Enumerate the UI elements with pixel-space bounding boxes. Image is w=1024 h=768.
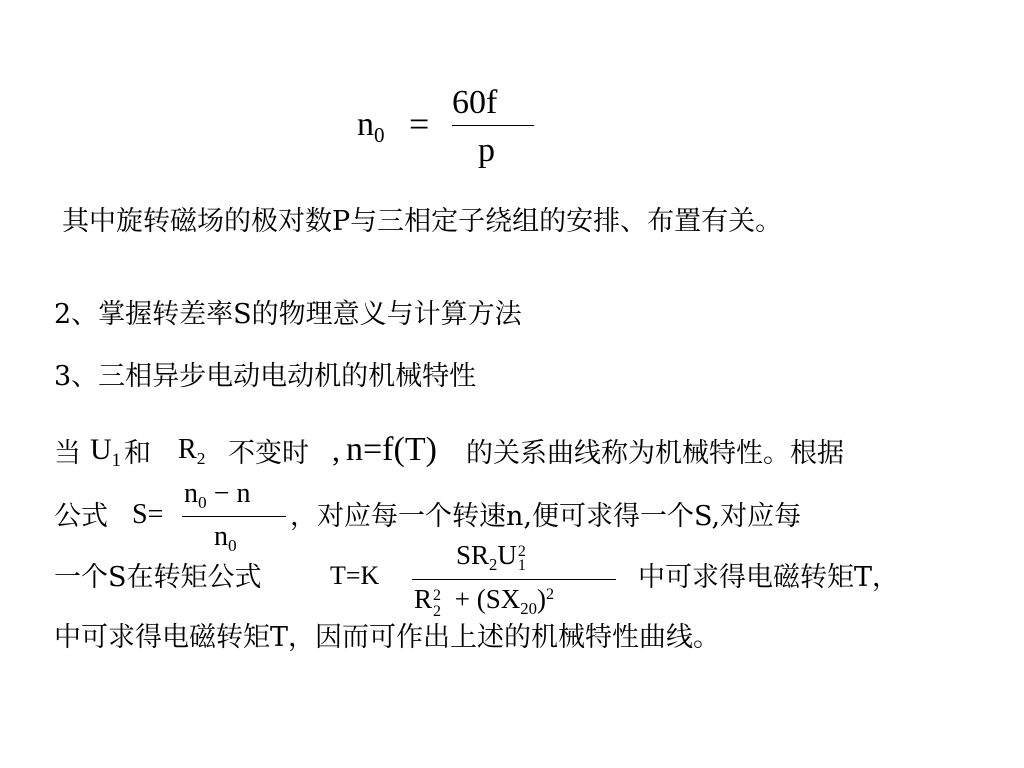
num-u-scripts bbox=[517, 543, 529, 574]
u1-symbol bbox=[90, 433, 121, 471]
formula-denominator: p bbox=[478, 132, 495, 169]
num-sr-subscript: 2 bbox=[489, 554, 498, 574]
comma: , bbox=[332, 432, 340, 468]
slip-fraction-bar bbox=[182, 516, 286, 517]
torque-denominator bbox=[414, 584, 555, 620]
r-subscript: 2 bbox=[196, 449, 206, 469]
paragraph-line-4: 中可求得电磁转矩T，因而可作出上述的机械特性曲线。 bbox=[54, 622, 721, 653]
pole-pairs-note: 其中旋转磁场的极对数P与三相定子绕组的安排、布置有关。 bbox=[62, 206, 783, 237]
text-torque-formula-label: 一个S在转矩公式 bbox=[54, 562, 262, 593]
den-x-subscript: 20 bbox=[520, 598, 537, 618]
formula-lhs-subscript: 0 bbox=[374, 123, 385, 148]
num-u: U bbox=[497, 540, 517, 570]
formula-fraction-bar bbox=[452, 125, 534, 126]
formula-lhs-n: n bbox=[357, 106, 374, 143]
slip-denominator bbox=[214, 521, 237, 556]
slip-numerator bbox=[184, 478, 251, 513]
text-dang: 当 bbox=[54, 438, 81, 469]
torque-equals: T=K bbox=[330, 561, 380, 590]
formula-lhs bbox=[357, 106, 385, 148]
text-each-speed: ，对应每一个转速n,便可求得一个S,对应每 bbox=[290, 501, 802, 532]
formula-equals: = bbox=[409, 104, 430, 144]
num-sr: SR bbox=[456, 540, 490, 570]
slip-num-n: n bbox=[184, 478, 198, 509]
num-u-superscript: 2 bbox=[517, 543, 526, 560]
den-close-superscript: 2 bbox=[545, 585, 555, 604]
u-letter: U bbox=[90, 433, 112, 466]
num-u-subscript: 1 bbox=[517, 557, 526, 574]
u-subscript: 1 bbox=[111, 449, 121, 471]
slip-den-n: n bbox=[214, 521, 228, 552]
den-close-paren: ) bbox=[536, 584, 546, 614]
torque-numerator bbox=[456, 540, 529, 574]
den-r: R bbox=[414, 584, 433, 614]
n-function-of-t: n=f(T) bbox=[346, 431, 437, 468]
r-letter: R bbox=[178, 434, 197, 465]
den-r-scripts bbox=[432, 587, 448, 620]
text-formula-label: 公式 bbox=[54, 501, 108, 532]
slip-num-minus-n: − n bbox=[213, 478, 251, 509]
text-curve-definition: 的关系曲线称为机械特性。根据 bbox=[466, 438, 844, 469]
text-unchanged: 不变时 bbox=[228, 438, 309, 469]
section-item-2: 2、掌握转差率S的物理意义与计算方法 bbox=[54, 299, 522, 330]
slip-equals: S= bbox=[132, 499, 164, 530]
slip-den-subscript: 0 bbox=[228, 536, 237, 556]
text-torque-result: 中可求得电磁转矩T， bbox=[638, 562, 900, 593]
den-r-subscript: 2 bbox=[433, 603, 442, 620]
formula-numerator: 60f bbox=[452, 84, 498, 121]
den-r-superscript: 2 bbox=[433, 587, 442, 604]
den-plus-sx: + (SX bbox=[454, 584, 521, 614]
slip-num-subscript: 0 bbox=[198, 493, 207, 513]
text-he: 和 bbox=[124, 438, 151, 469]
section-item-3: 3、三相异步电动电动机的机械特性 bbox=[54, 361, 477, 392]
r2-symbol bbox=[178, 434, 206, 469]
torque-fraction-bar bbox=[412, 579, 616, 580]
